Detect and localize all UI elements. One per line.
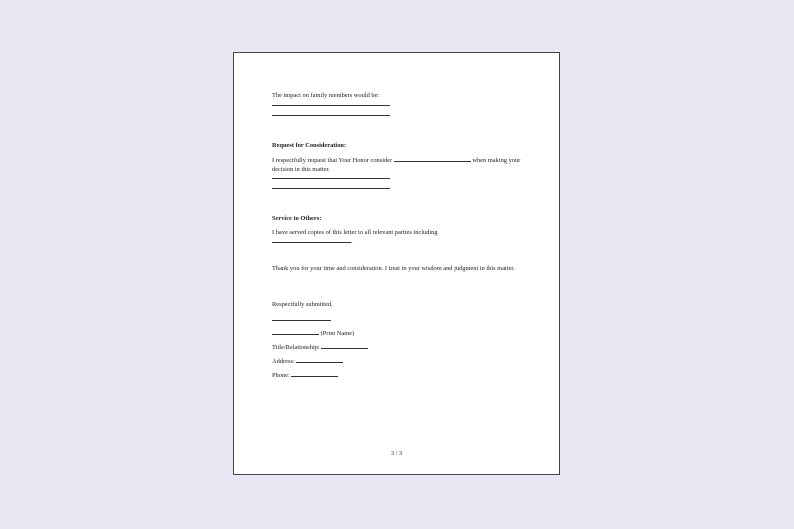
title-label: Title/Relationship: bbox=[272, 344, 320, 351]
service-heading: Service to Others: bbox=[272, 215, 322, 222]
phone-label: Phone: bbox=[272, 372, 290, 379]
impact-label: The impact on family members would be: bbox=[272, 92, 380, 99]
closing-text: Respectfully submitted, bbox=[272, 301, 333, 308]
print-name-row bbox=[272, 328, 354, 338]
phone-row bbox=[272, 370, 338, 380]
request-blank bbox=[394, 155, 471, 162]
title-blank bbox=[321, 342, 368, 349]
request-paragraph bbox=[272, 155, 524, 174]
address-blank bbox=[296, 356, 343, 363]
service-blank-row bbox=[272, 236, 353, 246]
request-blank-line-1 bbox=[272, 178, 390, 179]
impact-blank-line-2 bbox=[272, 115, 390, 116]
request-heading: Request for Consideration: bbox=[272, 142, 347, 149]
request-text-end: when making your decision in this matter. bbox=[272, 157, 521, 173]
signature-line bbox=[272, 320, 331, 321]
service-end: . bbox=[351, 238, 353, 245]
print-name-label: (Print Name) bbox=[320, 330, 355, 337]
service-blank bbox=[272, 236, 351, 243]
document-page bbox=[233, 52, 560, 475]
address-label: Address: bbox=[272, 358, 295, 365]
phone-blank bbox=[291, 370, 338, 377]
print-name-blank bbox=[272, 328, 319, 335]
request-blank-line-2 bbox=[272, 188, 390, 189]
service-text: I have served copies of this letter to all relevant parties including bbox=[272, 229, 438, 236]
thanks-paragraph: Thank you for your time and consideration. I trust in your wisdom and judgment in this matter. bbox=[272, 265, 515, 272]
impact-blank-line-1 bbox=[272, 105, 390, 106]
title-row bbox=[272, 342, 368, 352]
address-row bbox=[272, 356, 343, 366]
request-text-start: I respectfully request that Your Honor consider bbox=[272, 157, 393, 164]
page-indicator: 3 / 3 bbox=[390, 450, 403, 457]
